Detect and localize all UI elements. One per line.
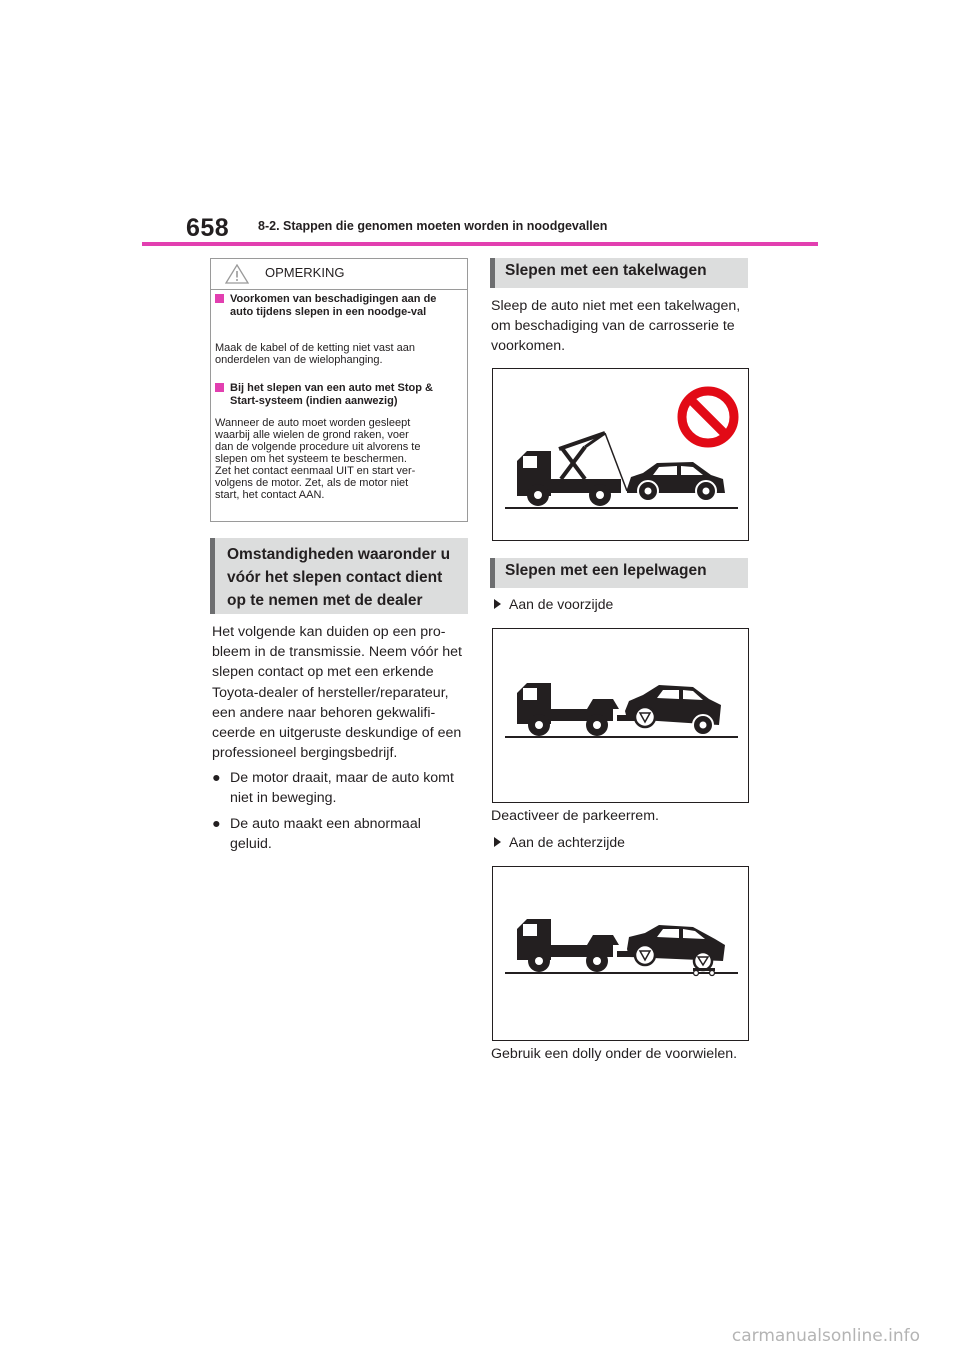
- caution-title: OPMERKING: [265, 265, 345, 280]
- caution-subheading-2: Bij het slepen van een auto met Stop & Start-systeem (indien aanwezig): [215, 382, 456, 408]
- square-bullet-icon: [215, 383, 224, 392]
- section-heading-wheel-lift: Slepen met een lepelwagen: [490, 558, 748, 588]
- caution-box: [210, 258, 468, 522]
- page-number: 658: [186, 214, 230, 242]
- bullet-item-2: ● De auto maakt een abnormaal geluid.: [212, 816, 421, 853]
- arrow-right-icon: [494, 837, 501, 847]
- watermark: carmanualsonline.info: [731, 1326, 920, 1346]
- rear-caption: Gebruik een dolly onder de voorwielen.: [491, 1046, 738, 1062]
- tow-truck-illustration: [493, 369, 750, 542]
- arrow-right-icon: [494, 599, 501, 609]
- rear-side-item: Aan de achterzijde: [491, 834, 625, 850]
- front-caption: Deactiveer de parkeerrem.: [491, 808, 659, 824]
- front-side-item: Aan de voorzijde: [491, 596, 613, 612]
- dealer-paragraph: Het volgende kan duiden op een pro- bleem in de transmissie. Neem vóór het slepen contact op met een erkende Toyota-dealer of hersteller/reparateur, een andere naar behoren gekwalifi- ceerde en uitgeruste deskundige of een professioneel bergingsbedrijf.: [212, 624, 462, 762]
- figure-wheel-lift-front: [492, 628, 749, 803]
- caution-text-2: Wanneer de auto moet worden gesleept waarbij alle wielen de grond raken, voer dan de volgende procedure uit alvorens te slepen om het systeem te beschermen. Zet het contact eenmaal UIT en start ver- volgens de motor. Zet, als de motor niet start, het contact AAN.: [215, 417, 421, 501]
- prohibited-icon: [682, 391, 734, 443]
- wheel-lift-front-illustration: [493, 629, 750, 804]
- figure-wheel-lift-rear: [492, 866, 749, 1041]
- section-heading-tow-truck: Slepen met een takelwagen: [490, 258, 748, 288]
- header-rule: [142, 242, 818, 246]
- bullet-dot-icon: ●: [212, 816, 221, 832]
- chapter-title: 8-2. Stappen die genomen moeten worden in noodgevallen: [258, 219, 608, 233]
- caution-header: [211, 259, 467, 290]
- square-bullet-icon: [215, 294, 224, 303]
- wheel-lift-rear-illustration: [493, 867, 750, 1042]
- bullet-item-1: ● De motor draait, maar de auto komt niet in beweging.: [212, 770, 454, 807]
- section-heading-dealer: Omstandigheden waaronder u vóór het slepen contact dient op te nemen met de dealer: [210, 538, 468, 614]
- figure-tow-truck-prohibited: [492, 368, 749, 541]
- warning-triangle-icon: [225, 264, 249, 284]
- bullet-dot-icon: ●: [212, 770, 221, 786]
- tow-truck-paragraph: Sleep de auto niet met een takelwagen, om beschadiging van de carrosserie te voorkomen.: [491, 298, 741, 355]
- caution-text-1: Maak de kabel of de ketting niet vast aan onderdelen van de wielophanging.: [215, 342, 415, 366]
- caution-subheading-1: Voorkomen van beschadigingen aan de auto tijdens slepen in een noodge-val: [215, 293, 456, 319]
